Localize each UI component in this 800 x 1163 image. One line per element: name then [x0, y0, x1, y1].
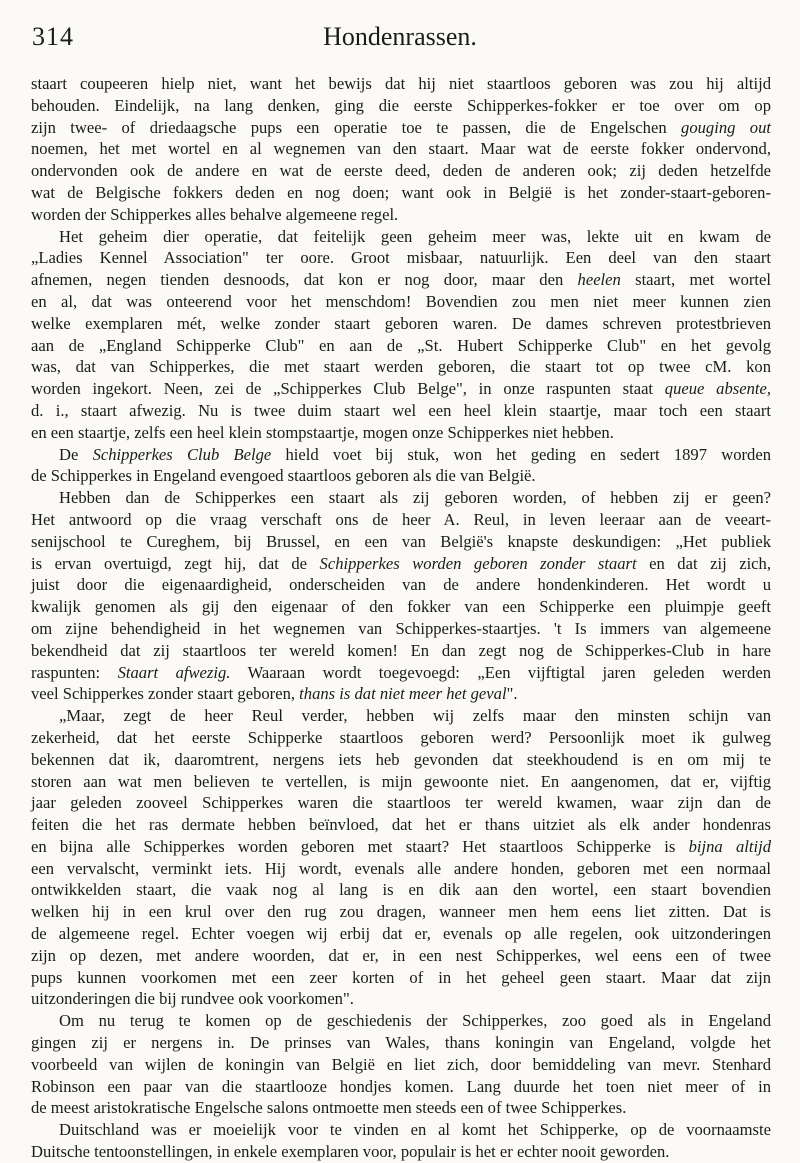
italic-text-run: heelen: [577, 270, 621, 290]
paragraph-7: [31, 1119, 771, 1163]
text-line: [31, 1032, 771, 1054]
text-line: [31, 1119, 771, 1141]
text-run: een vervalscht, verminkt iets. Hij wordt, evenals alle andere honden, geboren met een normaal: [31, 858, 771, 878]
text-run: Duitschland was er moeielijk voor te vinden en al komt het Schipperke, op de voornaamste: [59, 1120, 771, 1140]
text-run: de algemeene regel. Echter voegen wij erbij dat er, evenals op alle regelen, ook uitzonderingen: [31, 924, 771, 944]
text-run: worden ingekort. Neen, zei de „Schipperkes Club Belge", in onze raspunten staat: [31, 379, 665, 399]
text-run: was, dat van Schipperkes, die met staart werden geboren, die staart tot op twee cM. kon: [31, 357, 771, 377]
italic-text-run: Schipperkes Club Belge: [92, 444, 272, 464]
text-line: [31, 814, 771, 836]
italic-text-run: Schipperkes worden geboren zonder staart: [319, 553, 637, 573]
text-line: [31, 618, 771, 640]
text-line: [31, 1076, 771, 1098]
text-line: [31, 269, 771, 291]
text-run: d. i., staart afwezig. Nu is twee duim staart wel een heel klein staartje, maar toch een staart: [31, 400, 771, 420]
text-run: welke exemplaren mét, welke zonder staart geboren waren. De dames schreven protestbrieven: [31, 313, 771, 333]
text-line: [31, 836, 771, 858]
text-line: [31, 945, 771, 967]
text-line: [31, 879, 771, 901]
text-run: zijn op dezen, met andere woorden, dat er, in een nest Schipperkes, wel eens een of twee: [31, 945, 771, 965]
text-run: de meest aristokratische Engelsche salons ontmoette men steeds een of twee Schipperkes.: [31, 1098, 627, 1118]
text-run: en al, dat was onteerend voor het menschdom! Bovendien zou men niet meer kunnen zien: [31, 291, 771, 311]
paragraph-6: [31, 1010, 771, 1119]
text-run: staart, met wortel: [620, 270, 771, 290]
text-run: storen aan wat men believen te vertellen, is mijn gewoonte niet. En aangenomen, dat er, vijftig: [31, 771, 771, 791]
text-run: ontwikkelden staart, die vaak nog al lang is en dik aan den wortel, een staart bovendien: [31, 880, 771, 900]
text-line: [31, 901, 771, 923]
page-number: 314: [32, 22, 74, 51]
text-run: „Maar, zegt de heer Reul verder, hebben wij zelfs maar den minsten schijn van: [59, 706, 771, 726]
text-line: [31, 444, 771, 466]
text-run: De: [59, 444, 93, 464]
text-run: pups kunnen voorkomen met een zeer korten of in het geheel geen staart. Maar dat zijn: [31, 967, 771, 987]
text-line: [31, 95, 771, 117]
text-line: [31, 640, 771, 662]
text-run: gingen zij er nergens in. De prinses van Wales, thans koningin van Engeland, volgde het: [31, 1033, 771, 1053]
text-run: worden der Schipperkes alles behalve algemeene regel.: [31, 204, 399, 224]
text-line: [31, 792, 771, 814]
text-line: [31, 117, 771, 139]
text-line: [31, 465, 771, 487]
text-line: [31, 73, 771, 95]
text-line: [31, 400, 771, 422]
body-text: [31, 73, 771, 1163]
text-run: voorbeeld van wijlen de koningin van België en liet zich, door bemiddeling van mevr. Stenhard: [31, 1054, 771, 1074]
text-run: feiten die het ras dermate hebben beïnvloed, dat het er thans uitziet als elk ander hondenras: [31, 815, 771, 835]
text-line: [31, 967, 771, 989]
text-run: Het geheim dier operatie, dat feitelijk geen geheim meer was, lekte uit en kwam de: [59, 226, 771, 246]
text-run: de Schipperkes in Engeland evengoed staartloos geboren als die van België.: [31, 466, 536, 486]
text-run: en bijna alle Schipperkes worden geboren met staart? Het staartloos Schipperke is: [31, 836, 689, 856]
text-line: [31, 683, 771, 705]
text-run: afnemen, negen tienden desnoods, dat kon er nog door, maar den: [31, 270, 578, 290]
text-run: en een staartje, zelfs een heel klein stompstaartje, mogen onze Schipperkes niet hebben.: [31, 422, 614, 442]
text-line: [31, 988, 771, 1010]
text-run: welken hij in een krul over den rug zou dragen, wanneer men hem eens liet zitten. Dat is: [31, 902, 771, 922]
text-line: [31, 553, 771, 575]
paragraph-3: [31, 444, 771, 488]
text-line: [31, 509, 771, 531]
text-line: [31, 1097, 771, 1119]
paragraph-1: [31, 73, 771, 226]
text-run: veel Schipperkes zonder staart geboren,: [31, 684, 300, 704]
text-line: [31, 1141, 771, 1163]
text-run: Om nu terug te komen op de geschiedenis der Schipperkes, zoo goed als in Engeland: [59, 1011, 771, 1031]
text-run: uitzonderingen die bij rundvee ook voorkomen".: [31, 989, 354, 1009]
text-line: [31, 378, 771, 400]
italic-text-run: queue absente,: [664, 379, 771, 399]
text-run: kwalijk genomen als gij den eigenaar of den fokker van een Schipperke een pluimpje geeft: [31, 597, 771, 617]
text-line: [31, 727, 771, 749]
text-run: raspunten:: [31, 662, 118, 682]
paragraph-5: [31, 705, 771, 1010]
text-run: juist door die eigenaardigheid, onderscheiden van de andere hondenkinderen. Het wordt u: [31, 575, 771, 595]
text-line: [31, 487, 771, 509]
text-run: en dat zij zich,: [636, 553, 771, 573]
text-run: bekennen dat ik, daaromtrent, nergens iets heb gevonden dat steekhoudend is en om mij te: [31, 749, 771, 769]
text-run: Waaraan wordt toegevoegd: „Een vijftigtal jaren geleden werden: [230, 662, 771, 682]
text-line: [31, 356, 771, 378]
text-run: „Ladies Kennel Association" ter oore. Groot misbaar, natuurlijk. Een deel van den staart: [31, 248, 771, 268]
paragraph-2: [31, 226, 771, 444]
text-run: is ervan overtuigd, zegt hij, dat de: [31, 553, 320, 573]
text-line: [31, 923, 771, 945]
text-run: noemen, het met wortel en al wegnemen van den staart. Maar wat de eerste fokker ondervond,: [31, 139, 771, 159]
text-line: [31, 1010, 771, 1032]
text-line: [31, 531, 771, 553]
running-title: Hondenrassen.: [323, 22, 477, 51]
text-run: hield voet bij stuk, won het geding en sedert 1897 worden: [271, 444, 771, 464]
text-line: [31, 160, 771, 182]
text-run: Duitsche tentoonstellingen, in enkele exemplaren voor, populair is het er echter nooit geworden.: [31, 1142, 670, 1162]
text-line: [31, 662, 771, 684]
page-header: [32, 18, 768, 58]
text-run: om zijne behendigheid in het wegnemen van Schipperkes-staartjes. 't Is immers van algemeene: [31, 618, 771, 638]
text-line: [31, 226, 771, 248]
text-line: [31, 574, 771, 596]
text-run: wat de Belgische fokkers deden en nog doen; want ook in België is het zonder-staart-geboren-: [31, 182, 771, 202]
text-run: ondervonden ook de andere en wat de eerste deed, deden de anderen ook; zij deden hetzelfde: [31, 161, 771, 181]
italic-text-run: bijna altijd: [688, 836, 772, 856]
text-line: [31, 291, 771, 313]
text-line: [31, 138, 771, 160]
text-line: [31, 596, 771, 618]
text-line: [31, 771, 771, 793]
paragraph-4: [31, 487, 771, 705]
text-run: aan de „England Schipperke Club" en aan de „St. Hubert Schipperke Club" en het gevolg: [31, 335, 771, 355]
text-line: [31, 313, 771, 335]
text-line: [31, 1054, 771, 1076]
text-run: bekendheid dat zij staartloos ter wereld komen! En dan zegt nog de Schipperkes-Club in hare: [31, 640, 771, 660]
text-run: Hebben dan de Schipperkes een staart als zij geboren worden, of hebben zij er geen?: [59, 488, 771, 508]
text-run: Het antwoord op die vraag verschaft ons de heer A. Reul, in leven leeraar aan de veeart-: [31, 509, 771, 529]
italic-text-run: thans is dat niet meer het geval: [299, 684, 507, 704]
text-line: [31, 335, 771, 357]
text-line: [31, 204, 771, 226]
text-run: zijn twee- of driedaagsche pups een operatie toe te passen, die de Engelschen: [31, 117, 682, 137]
italic-text-run: Staart afwezig.: [117, 662, 231, 682]
text-line: [31, 247, 771, 269]
text-line: [31, 749, 771, 771]
text-line: [31, 182, 771, 204]
text-line: [31, 422, 771, 444]
text-run: zekerheid, dat het eerste Schipperke staartloos geboren werd? Persoonlijk moet ik gulweg: [31, 727, 771, 747]
text-run: behouden. Eindelijk, na lang denken, ging die eerste Schipperkes-fokker er toe over om op: [31, 95, 771, 115]
text-run: senijschool te Cureghem, bij Brussel, en een van België's knapste deskundigen: „Het publiek: [31, 531, 771, 551]
text-line: [31, 705, 771, 727]
text-line: [31, 858, 771, 880]
text-run: staart coupeeren hielp niet, want het bewijs dat hij niet staartloos geboren was zou hij altijd: [31, 74, 771, 93]
text-run: ".: [506, 684, 518, 704]
text-run: Robinson een paar van die staartlooze hondjes komen. Lang duurde het toen niet meer of in: [31, 1076, 771, 1096]
text-run: jaar geleden zooveel Schipperkes waren die staartloos ter wereld kwamen, waar zijn dan de: [31, 793, 771, 813]
italic-text-run: gouging out: [681, 117, 771, 137]
